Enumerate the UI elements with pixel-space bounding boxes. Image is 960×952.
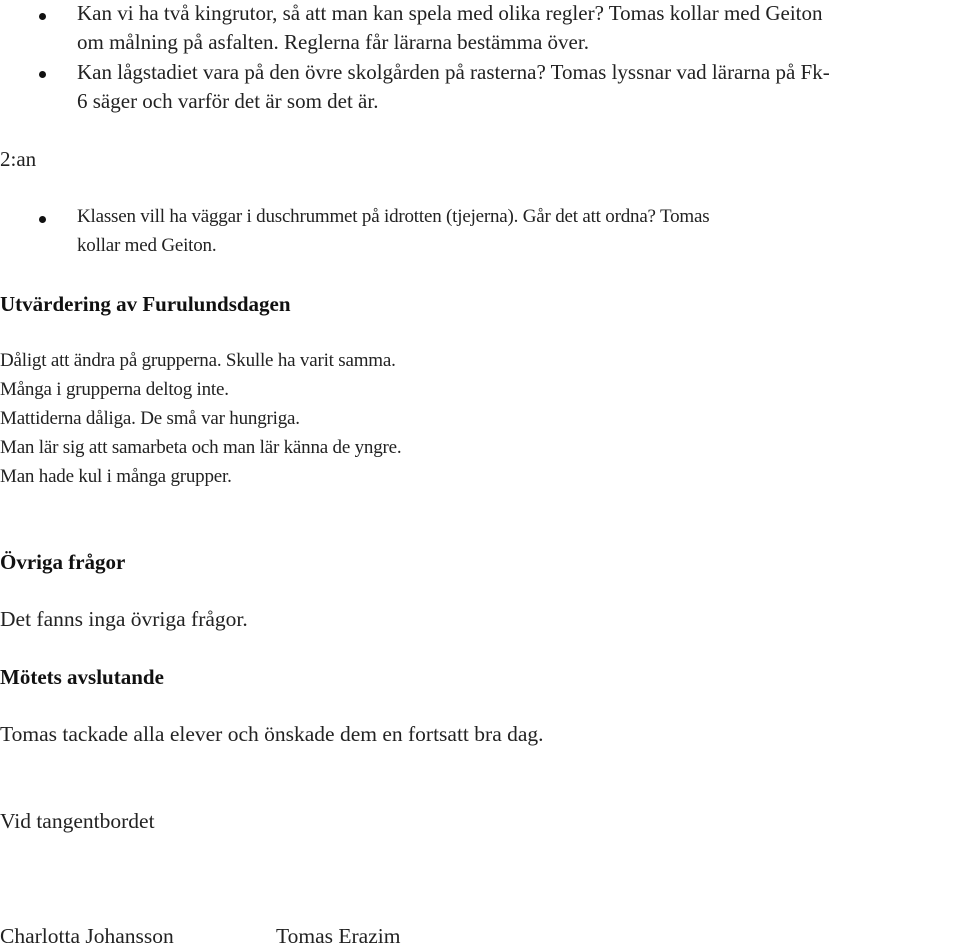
bullet-dot bbox=[39, 216, 46, 223]
bullet-dot bbox=[39, 13, 46, 20]
bullet-text-line: Klassen vill ha väggar i duschrummet på idrotten (tjejerna). Går det att ordna? Tomas bbox=[77, 206, 710, 227]
bullet-text-line: kollar med Geiton. bbox=[77, 235, 217, 256]
evaluation-line: Många i grupperna deltog inte. bbox=[0, 379, 229, 400]
closing-text: Tomas tackade alla elever och önskade dem en fortsatt bra dag. bbox=[0, 722, 544, 746]
signature-name: Tomas Erazim bbox=[276, 924, 401, 948]
evaluation-line: Mattiderna dåliga. De små var hungriga. bbox=[0, 408, 300, 429]
evaluation-line: Dåligt att ändra på grupperna. Skulle ha varit samma. bbox=[0, 350, 396, 371]
signature-name: Charlotta Johansson bbox=[0, 924, 174, 948]
keyboard-label: Vid tangentbordet bbox=[0, 809, 155, 833]
other-questions-text: Det fanns inga övriga frågor. bbox=[0, 607, 248, 631]
evaluation-line: Man lär sig att samarbeta och man lär känna de yngre. bbox=[0, 437, 402, 458]
section-heading-evaluation: Utvärdering av Furulundsdagen bbox=[0, 292, 291, 316]
evaluation-line: Man hade kul i många grupper. bbox=[0, 466, 232, 487]
bullet-text-line: Kan lågstadiet vara på den övre skolgården på rasterna? Tomas lyssnar vad lärarna på Fk- bbox=[77, 60, 830, 84]
bullet-text-line: Kan vi ha två kingrutor, så att man kan spela med olika regler? Tomas kollar med Geiton bbox=[77, 1, 823, 25]
bullet-dot bbox=[39, 71, 46, 78]
section-heading-other-questions: Övriga frågor bbox=[0, 550, 126, 574]
class-label: 2:an bbox=[0, 147, 37, 171]
section-heading-closing: Mötets avslutande bbox=[0, 665, 164, 689]
bullet-text-line: om målning på asfalten. Reglerna får lärarna bestämma över. bbox=[77, 30, 589, 54]
bullet-text-line: 6 säger och varför det är som det är. bbox=[77, 89, 379, 113]
